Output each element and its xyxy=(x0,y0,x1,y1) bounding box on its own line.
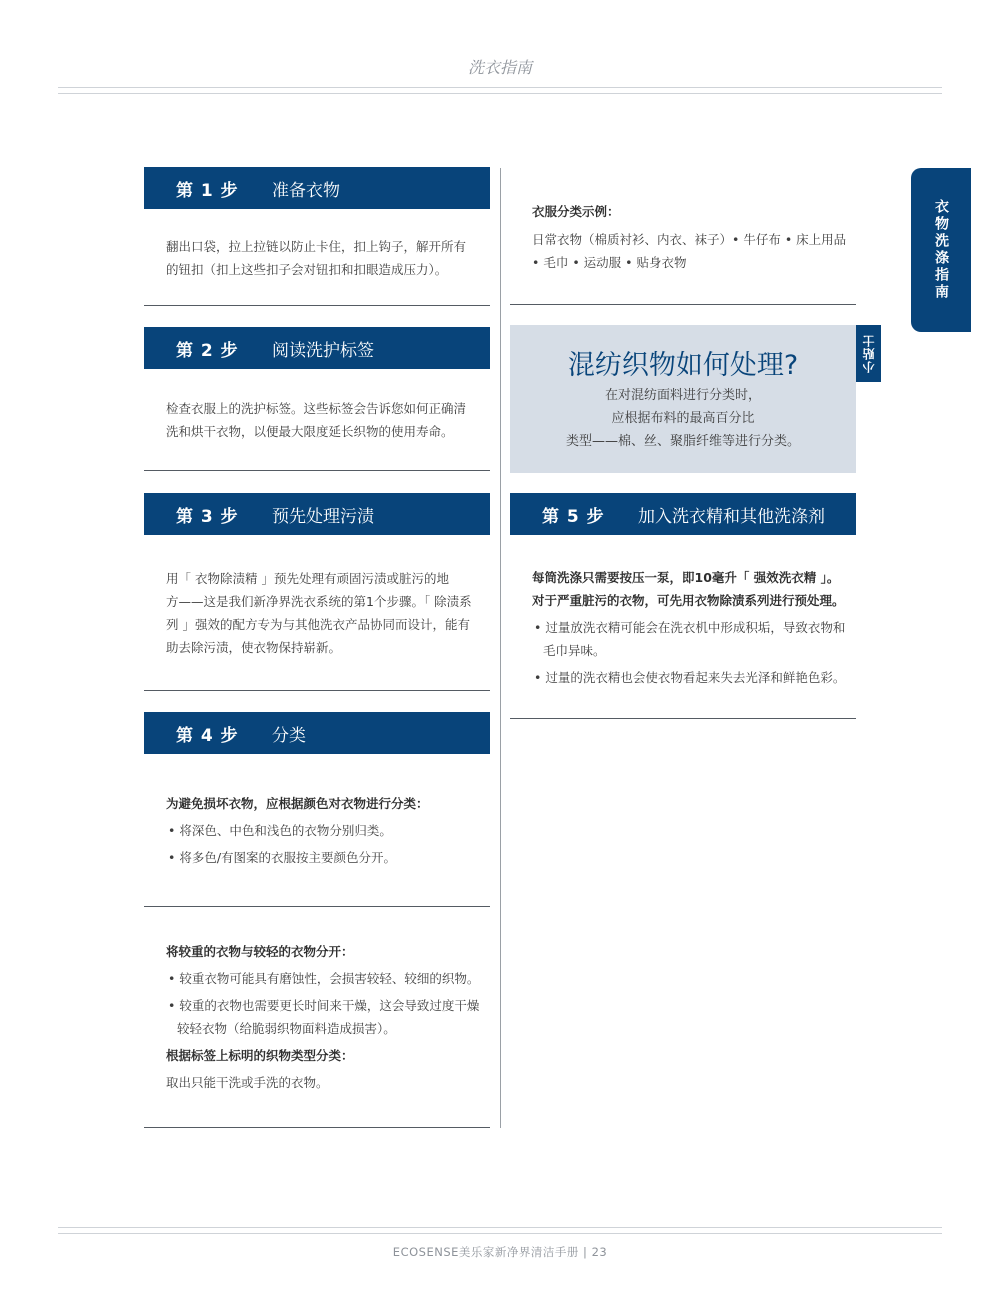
step-1-divider xyxy=(144,305,490,306)
sort-heading-fabric: 根据标签上标明的织物类型分类： xyxy=(166,1048,354,1063)
tip-line: 在对混纺面料进行分类时， xyxy=(604,388,761,403)
examples-heading: 衣服分类示例： xyxy=(532,204,620,219)
step-3-header xyxy=(144,493,490,535)
step-4-intro: 为避免损坏衣物，应根据颜色对衣物进行分类： xyxy=(166,796,429,811)
tip-body xyxy=(510,384,856,453)
step-5-bullet-line: 毛巾异味。 xyxy=(543,643,606,658)
step-4-number: 第 4 步 xyxy=(176,725,239,746)
side-tab-label: 衣物洗涤指南 xyxy=(933,199,949,301)
section-side-tab xyxy=(911,168,971,332)
step-2-body-line: 检查衣服上的洗护标签。这些标签会告诉您如何正确清 xyxy=(166,401,467,416)
step-4-divider xyxy=(144,906,490,907)
step-5-bullet-line: • 过量的洗衣精也会使衣物看起来失去光泽和鲜艳色彩。 xyxy=(534,670,846,685)
tip-tag-label: 小贴士 xyxy=(862,334,876,373)
step-5-title: 加入洗衣精和其他洗涤剂 xyxy=(638,506,825,527)
step-5-body xyxy=(532,566,852,689)
step-2-body-line: 洗和烘干衣物，以便最大限度延长织物的使用寿命。 xyxy=(166,424,454,439)
step-5-header xyxy=(510,493,856,535)
sort-fabric-line: 取出只能干洗或手洗的衣物。 xyxy=(166,1075,329,1090)
step-5-number: 第 5 步 xyxy=(542,506,605,527)
sort-heading-weight: 将较重的衣物与较轻的衣物分开： xyxy=(166,944,354,959)
step-5-bullet xyxy=(532,666,852,689)
header-rule-bottom xyxy=(58,93,942,94)
step-2-number: 第 2 步 xyxy=(176,340,239,361)
step-4-header xyxy=(144,712,490,754)
page-footer: ECOSENSE美乐家新净界清洁手册 | 23 xyxy=(392,1245,608,1259)
step-3-body-line: 助去除污渍，使衣物保持崭新。 xyxy=(166,640,342,655)
tip-line: 应根据布料的最高百分比 xyxy=(611,411,755,426)
step-5-bold-line: 对于严重脏污的衣物，可先用衣物除渍系列进行预处理。 xyxy=(532,593,845,608)
step-3-body-line: 用「 衣物除渍精 」预先处理有顽固污渍或脏污的地 xyxy=(166,571,449,586)
step-1-body-line: 翻出口袋，拉上拉链以防止卡住，扣上钩子，解开所有 xyxy=(166,239,467,254)
tip-tag xyxy=(856,325,881,382)
step-1-body xyxy=(166,235,486,281)
sort-bullet-line: 较轻衣物（给脆弱织物面料造成损害）。 xyxy=(177,1021,396,1036)
tip-box xyxy=(510,325,856,473)
tip-title: 混纺织物如何处理? xyxy=(567,350,799,381)
step-1-title: 准备衣物 xyxy=(272,180,340,201)
step-3-title: 预先处理污渍 xyxy=(272,506,374,527)
step-5-bullet-line: • 过量放洗衣精可能会在洗衣机中形成积垢，导致衣物和 xyxy=(534,620,846,635)
step-4-title: 分类 xyxy=(272,725,306,746)
tip-line: 类型——棉、丝、聚脂纤维等进行分类。 xyxy=(565,434,800,449)
step-2-title: 阅读洗护标签 xyxy=(272,340,374,361)
sort-bullet-line: • 较重的衣物也需要更长时间来干燥，这会导致过度干燥 xyxy=(168,998,480,1013)
footer-rule-bottom xyxy=(58,1233,942,1234)
step-3-number: 第 3 步 xyxy=(176,506,239,527)
step-3-body-line: 列 」强效的配方专为与其他洗衣产品协同而设计，能有 xyxy=(166,617,470,632)
header-rule-top xyxy=(58,87,942,88)
step-2-body xyxy=(166,397,486,443)
left-column-bottom-rule xyxy=(144,1127,490,1128)
step-5-divider xyxy=(510,718,856,719)
sort-continued xyxy=(166,940,486,1094)
column-divider xyxy=(500,168,501,1128)
step-3-divider xyxy=(144,690,490,691)
step-5-bold-line: 每筒洗涤只需要按压一泵，即10毫升「 强效洗衣精 」。 xyxy=(532,570,840,585)
sort-bullet xyxy=(166,994,486,1040)
step-4-bullet: • 将深色、中色和浅色的衣物分别归类。 xyxy=(168,823,392,838)
step-3-body xyxy=(166,567,486,659)
sort-bullet: • 较重衣物可能具有磨蚀性，会损害较轻、较细的织物。 xyxy=(168,971,480,986)
step-4-bullet: • 将多色/有图案的衣服按主要颜色分开。 xyxy=(168,850,397,865)
step-2-divider xyxy=(144,470,490,471)
step-1-number: 第 1 步 xyxy=(176,180,239,201)
step-2-header xyxy=(144,327,490,369)
examples-line: 日常衣物（棉质衬衫、内衣、袜子）• 牛仔布 • 床上用品 xyxy=(532,232,847,247)
step-1-body-line: 的钮扣（扣上这些扣子会对钮扣和扣眼造成压力）。 xyxy=(166,262,448,277)
step-4-body xyxy=(166,792,486,869)
footer-rule-top xyxy=(58,1227,942,1228)
examples-line: • 毛巾 • 运动服 • 贴身衣物 xyxy=(532,255,687,270)
page-header-title: 洗衣指南 xyxy=(467,58,532,77)
examples-divider xyxy=(510,304,856,305)
step-5-bullet xyxy=(532,616,852,662)
sort-examples xyxy=(532,200,852,274)
step-3-body-line: 方——这是我们新净界洗衣系统的第1个步骤。「 除渍系 xyxy=(166,594,472,609)
step-1-header xyxy=(144,167,490,209)
